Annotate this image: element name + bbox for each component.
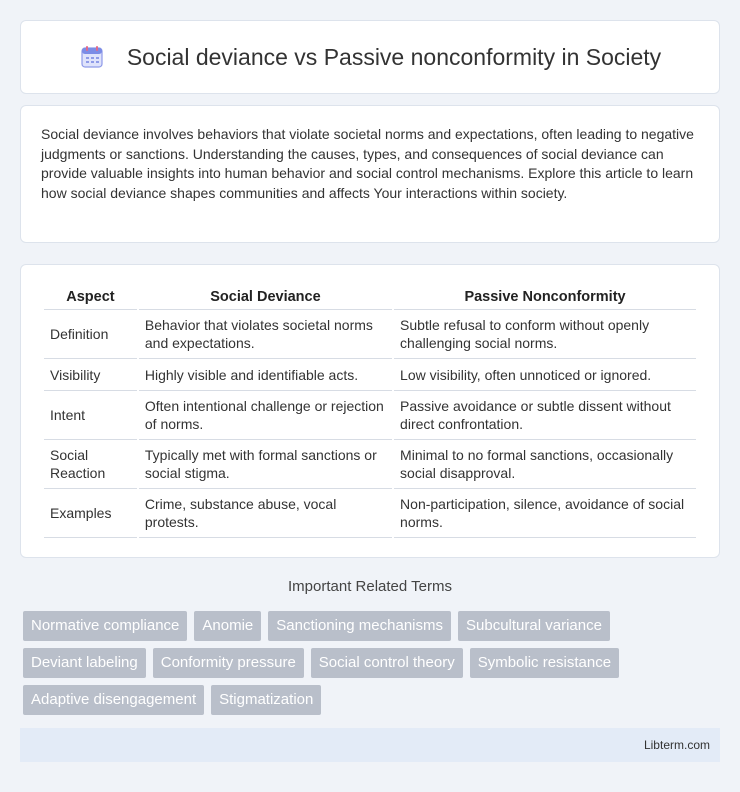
- cell-aspect: Definition: [44, 310, 137, 359]
- header-aspect: Aspect: [44, 285, 137, 310]
- tag-conformity-pressure[interactable]: Conformity pressure: [153, 648, 304, 678]
- related-terms-list: [23, 611, 723, 722]
- header-passive-nonconformity: Passive Nonconformity: [394, 285, 696, 310]
- page-title: Social deviance vs Passive nonconformity in Society: [126, 43, 662, 70]
- tag-social-control-theory[interactable]: Social control theory: [311, 648, 463, 678]
- intro-card: [20, 105, 720, 243]
- table-row: [44, 489, 696, 538]
- cell-aspect: Examples: [44, 489, 137, 538]
- tag-subcultural-variance[interactable]: Subcultural variance: [458, 611, 610, 641]
- table-row: [44, 440, 696, 489]
- cell-deviance: Crime, substance abuse, vocal protests.: [139, 489, 392, 538]
- comparison-card: [20, 264, 720, 558]
- cell-passive: Low visibility, often unnoticed or ignored.: [394, 359, 696, 391]
- cell-passive: Subtle refusal to conform without openly challenging social norms.: [394, 310, 696, 359]
- cell-passive: Passive avoidance or subtle dissent without direct confrontation.: [394, 391, 696, 440]
- cell-passive: Minimal to no formal sanctions, occasionally social disapproval.: [394, 440, 696, 489]
- footer: [20, 728, 720, 762]
- comparison-table: [42, 285, 698, 538]
- footer-link[interactable]: Libterm.com: [643, 738, 710, 752]
- cell-deviance: Typically met with formal sanctions or social stigma.: [139, 440, 392, 489]
- tag-sanctioning-mechanisms[interactable]: Sanctioning mechanisms: [268, 611, 451, 641]
- tag-adaptive-disengagement[interactable]: Adaptive disengagement: [23, 685, 204, 715]
- cell-deviance: Often intentional challenge or rejection of norms.: [139, 391, 392, 440]
- cell-aspect: Intent: [44, 391, 137, 440]
- table-row: [44, 391, 696, 440]
- cell-aspect: Visibility: [44, 359, 137, 391]
- cell-passive: Non-participation, silence, avoidance of social norms.: [394, 489, 696, 538]
- cell-deviance: Behavior that violates societal norms and expectations.: [139, 310, 392, 359]
- cell-deviance: Highly visible and identifiable acts.: [139, 359, 392, 391]
- tag-deviant-labeling[interactable]: Deviant labeling: [23, 648, 146, 678]
- tag-anomie[interactable]: Anomie: [194, 611, 261, 641]
- tag-symbolic-resistance[interactable]: Symbolic resistance: [470, 648, 619, 678]
- tag-stigmatization[interactable]: Stigmatization: [211, 685, 321, 715]
- table-row: [44, 359, 696, 391]
- cell-aspect: Social Reaction: [44, 440, 137, 489]
- intro-text: Social deviance involves behaviors that violate societal norms and expectations, often leading to negative judgments or sanctions. Understanding the causes, types, and consequences of social deviance can provide valuable insights into human behavior and social control mechanisms. Explore this article to learn how social deviance shapes communities and affects Your interactions within society.: [41, 126, 694, 201]
- header-social-deviance: Social Deviance: [139, 285, 392, 310]
- related-terms-title: Important Related Terms: [288, 578, 452, 595]
- table-row: [44, 310, 696, 359]
- calendar-icon: [79, 44, 105, 70]
- tag-normative-compliance[interactable]: Normative compliance: [23, 611, 187, 641]
- title-card: [20, 20, 720, 94]
